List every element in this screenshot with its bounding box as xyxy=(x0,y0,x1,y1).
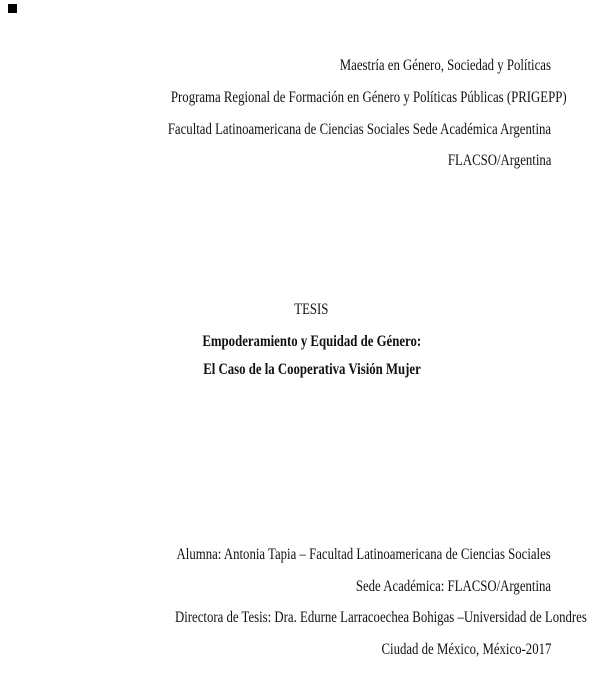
thesis-label xyxy=(72,302,551,318)
thesis-title-line-1 xyxy=(72,334,551,350)
thesis-title-line-1-text: Empoderamiento y Equidad de Género: xyxy=(202,333,421,350)
header-line-degree-text: Maestría en Género, Sociedad y Políticas xyxy=(339,57,551,74)
thesis-title-line-2 xyxy=(72,362,551,378)
footer-line-student xyxy=(72,547,551,563)
footer-line-city-year-text: Ciudad de México, México-2017 xyxy=(381,641,551,658)
footer-line-director xyxy=(72,609,587,626)
thesis-title-line-2-text: El Caso de la Cooperativa Visión Mujer xyxy=(202,361,421,378)
footer-line-campus xyxy=(72,579,551,595)
thesis-label-text: TESIS xyxy=(294,301,329,318)
footer-line-campus-text: Sede Académica: FLACSO/Argentina xyxy=(355,578,551,595)
footer-line-city-year xyxy=(72,642,551,658)
footer-line-director-text: Directora de Tesis: Dra. Edurne Larracoechea Bohigas –Universidad de Londres xyxy=(174,609,587,626)
header-line-program-text: Programa Regional de Formación en Género y Políticas Públicas (PRIGEPP) xyxy=(170,89,567,106)
header-line-faculty xyxy=(72,122,551,138)
header-line-faculty-text: Facultad Latinoamericana de Ciencias Sociales Sede Académica Argentina xyxy=(167,121,552,138)
page-corner-marker xyxy=(8,4,17,13)
header-line-program xyxy=(72,89,567,106)
header-line-degree xyxy=(72,58,551,74)
header-line-institution-text: FLACSO/Argentina xyxy=(447,152,551,169)
header-line-institution xyxy=(72,153,551,169)
footer-line-student-text: Alumna: Antonia Tapia – Facultad Latinoamericana de Ciencias Sociales xyxy=(176,546,551,563)
